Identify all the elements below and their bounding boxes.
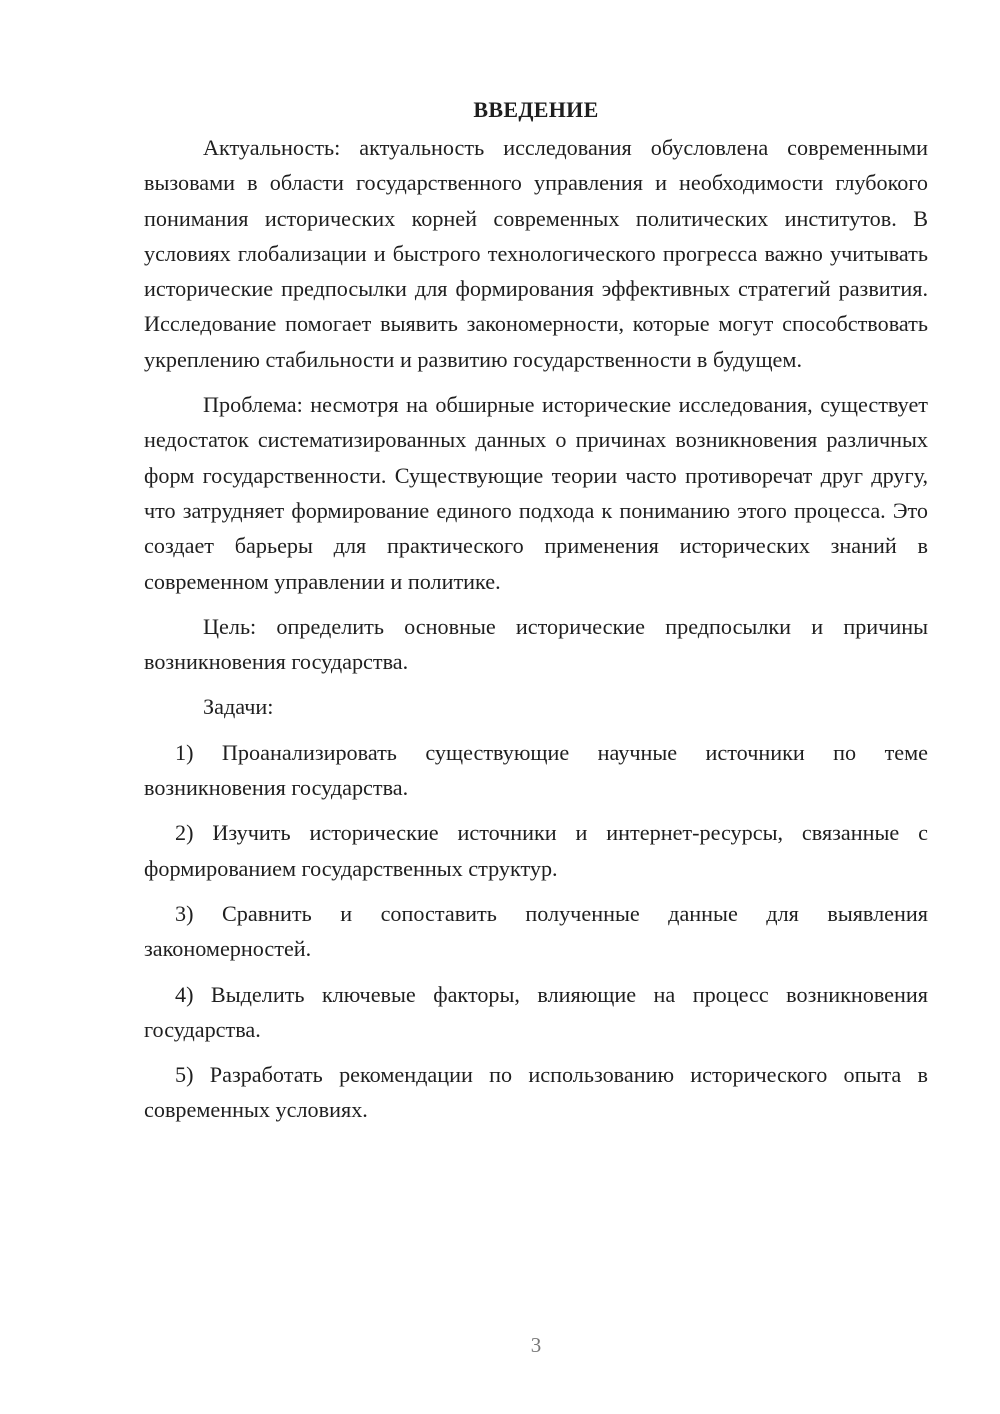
paragraph-goal: Цель: определить основные исторические предпосылки и причины возникновения государства.	[144, 613, 928, 675]
tasks-label: Задачи:	[203, 694, 274, 720]
document-body	[144, 92, 928, 1128]
task-item-4: 4) Выделить ключевые факторы, влияющие на процесс возникновения государства.	[144, 981, 928, 1042]
paragraph-problem: Проблема: несмотря на обширные исторические исследования, существует недостаток систематизированных данных о причинах возникновения различных форм государственности. Существующие теории часто противоречат друг другу, что затрудняет формирование единого подхода к пониманию этого процесса. Это создает барьеры для практического применения исторических знаний в современном управлении и политике.	[144, 392, 928, 594]
task-item-1: 1) Проанализировать существующие научные источники по теме возникновения государства.	[144, 739, 928, 801]
paragraph-relevance: Актуальность: актуальность исследования обусловлена современными вызовами в области государственного управления и необходимости глубокого понимания исторических корней современных политических институтов. В условиях глобализации и быстрого технологического прогресса важно учитывать исторические предпосылки для формирования эффективных стратегий развития. Исследование помогает выявить закономерности, которые могут способствовать укреплению стабильности и развитию государственности в будущем.	[144, 135, 928, 372]
task-item-5: 5) Разработать рекомендации по использованию исторического опыта в современных условиях.	[144, 1062, 928, 1123]
task-item-2: 2) Изучить исторические источники и интернет-ресурсы, связанные с формированием государственных структур.	[144, 820, 928, 881]
section-heading: ВВЕДЕНИЕ	[473, 97, 599, 122]
page-number: 3	[530, 1333, 542, 1357]
task-item-3: 3) Сравнить и сопоставить полученные данные для выявления закономерностей.	[144, 900, 928, 962]
